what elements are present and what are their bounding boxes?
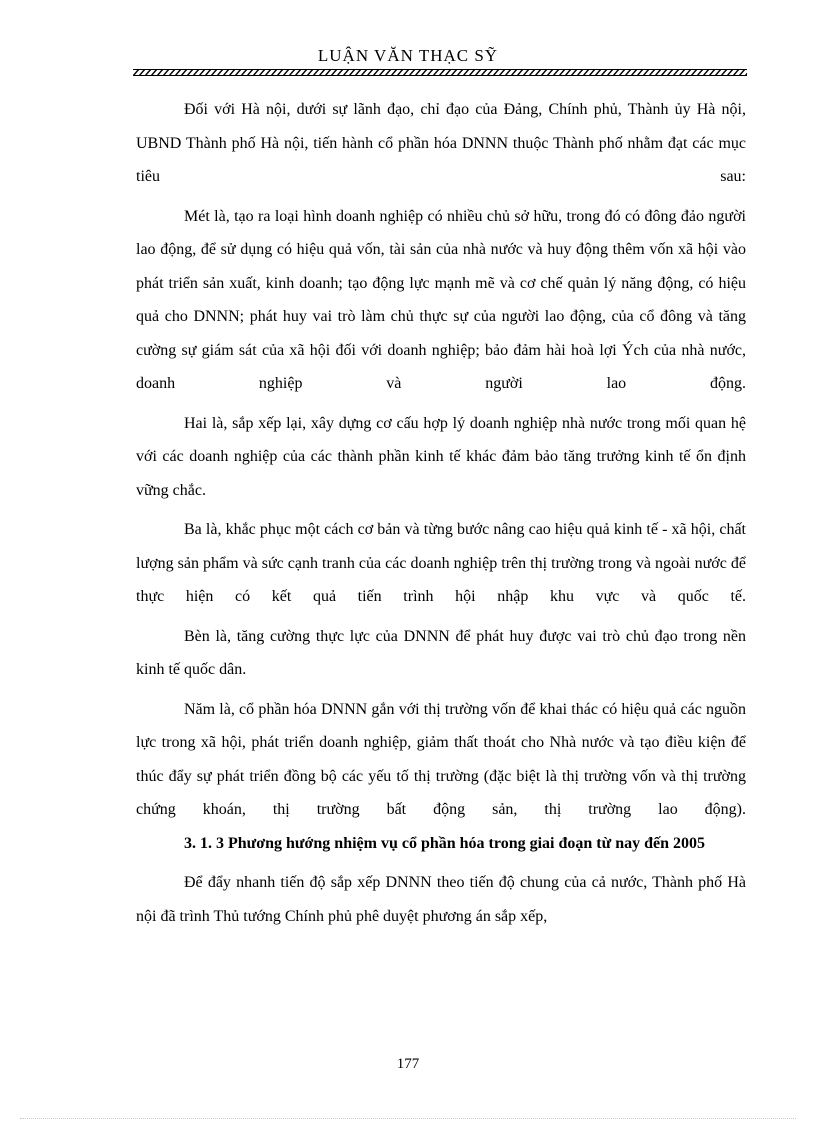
paragraph-intro: Đối với Hà nội, dưới sự lãnh đạo, chỉ đạo của Đảng, Chính phủ, Thành ủy Hà nội, UBND Thành phố Hà nội, tiến hành cổ phần hóa DNNN thuộc Thành phố nhằm đạt các mục tiêu sau: — [136, 101, 746, 185]
section-heading: 3. 1. 3 Phương hướng nhiệm vụ cổ phần hóa trong giai đoạn từ nay đến 2005 — [184, 834, 706, 852]
bottom-dotted-rule — [20, 1118, 796, 1119]
paragraph-goal-4: Bèn là, tăng cường thực lực của DNNN để phát huy được vai trò chủ đạo trong nền kinh tế quốc dân. — [136, 627, 746, 678]
paragraph-goal-1: Mét là, tạo ra loại hình doanh nghiệp có nhiều chủ sở hữu, trong đó có đông đảo người lao động, để sử dụng có hiệu quả vốn, tài sản của nhà nước và huy động thêm vốn xã hội vào phát triển sản xuất, kinh doanh; tạo động lực mạnh mẽ và cơ chế quản lý năng động, có hiệu quả cho DNNN; phát huy vai trò làm chủ thực sự của người lao động, của cổ đông và tăng cường sự giám sát của xã hội đối với doanh nghiệp; bảo đảm hài hoà lợi Ých của nhà nước, doanh nghiệp và người lao động. — [136, 207, 746, 392]
document-body — [136, 93, 746, 933]
paragraph-closing: Để đẩy nhanh tiến độ sắp xếp DNNN theo tiến độ chung của cả nước, Thành phố Hà nội đã trình Thủ tướng Chính phủ phê duyệt phương án sắp xếp, — [136, 874, 746, 925]
header-title: LUẬN VĂN THẠC SỸ — [317, 46, 499, 65]
paragraph-goal-5: Năm là, cổ phần hóa DNNN gắn với thị trường vốn để khai thác có hiệu quả các nguồn lực trong xã hội, phát triển doanh nghiệp, giảm thất thoát cho Nhà nước và tạo điều kiện để thúc đẩy sự phát triển đồng bộ các yếu tố thị trường (đặc biệt là thị trường vốn và thị trường chứng khoán, thị trường bất động sản, thị trường lao động). — [136, 700, 746, 818]
paragraph-goal-2: Hai là, sắp xếp lại, xây dựng cơ cấu hợp lý doanh nghiệp nhà nước trong mối quan hệ với các doanh nghiệp của các thành phần kinh tế khác đảm bảo tăng trưởng kinh tế ổn định vững chắc. — [136, 414, 746, 499]
paragraph-goal-3: Ba là, khắc phục một cách cơ bản và từng bước nâng cao hiệu quả kinh tế - xã hội, chất lượng sản phẩm và sức cạnh tranh của các doanh nghiệp trên thị trường trong và ngoài nước để thực hiện có kết quả tiến trình hội nhập khu vực và quốc tế. — [136, 521, 746, 605]
header-decorative-rule — [133, 69, 747, 76]
page-number: 177 — [396, 1056, 420, 1072]
